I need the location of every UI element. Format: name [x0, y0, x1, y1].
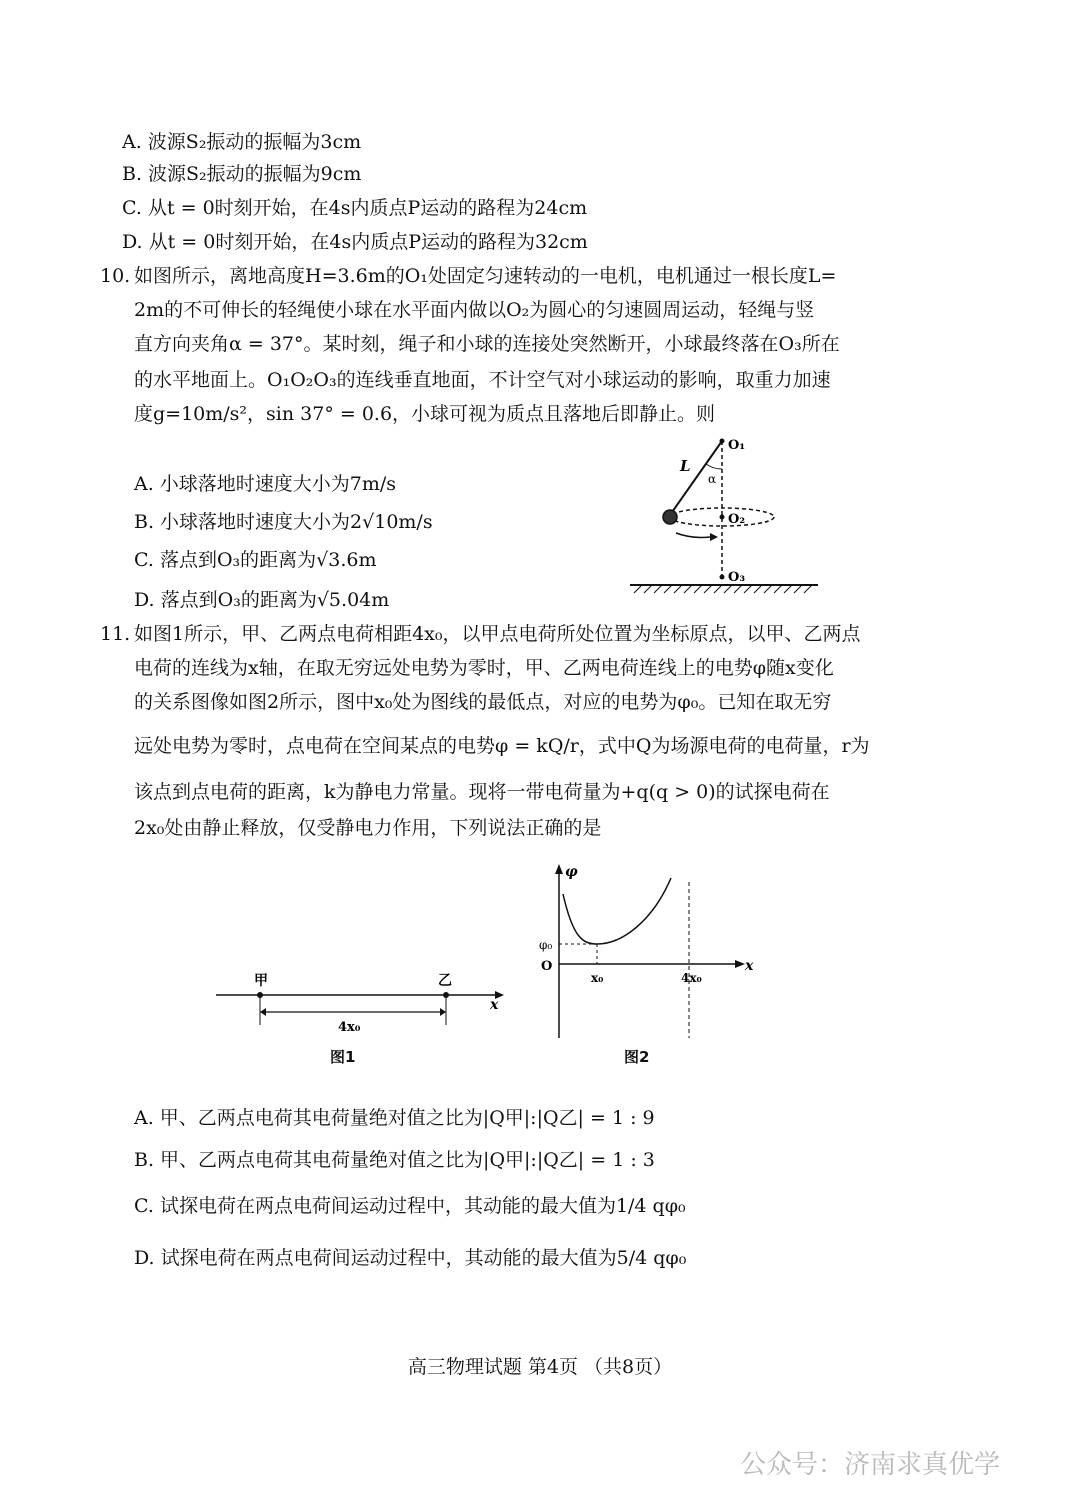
q9-option-c: C. 从t = 0时刻开始，在4s内质点P运动的路程为24cm — [122, 197, 588, 219]
q11-figure-2 — [525, 858, 765, 1043]
q11-stem-line-1: 如图1所示，甲、乙两点电荷相距4x₀，以甲点电荷所处位置为坐标原点，以甲、乙两点 — [134, 623, 861, 645]
q10-number: 10. — [100, 265, 131, 287]
q11-stem-line-5: 该点到点电荷的距离，k为静电力常量。现将一带电荷量为+q(q > 0)的试探电荷在 — [134, 781, 830, 803]
fig2-4x0-label: 4x₀ — [681, 971, 702, 985]
q11-stem-line-6: 2x₀处由静止释放，仅受静电力作用，下列说法正确的是 — [134, 817, 602, 839]
q11-option-a: A. 甲、乙两点电荷其电荷量绝对值之比为|Q甲|:|Q乙| = 1 : 9 — [134, 1107, 655, 1129]
q11-figure-1 — [210, 965, 510, 1040]
q9-option-d: D. 从t = 0时刻开始，在4s内质点P运动的路程为32cm — [122, 231, 588, 253]
page-footer: 高三物理试题 第4页 （共8页） — [407, 1356, 673, 1378]
q10-option-c: C. 落点到O₃的距离为√3.6m — [134, 549, 377, 571]
label-alpha: α — [708, 472, 717, 486]
fig1-caption: 图1 — [330, 1048, 356, 1066]
q11-option-c: C. 试探电荷在两点电荷间运动过程中，其动能的最大值为1/4 qφ₀ — [134, 1195, 686, 1217]
q10-option-d: D. 落点到O₃的距离为√5.04m — [134, 589, 390, 611]
q11-option-b: B. 甲、乙两点电荷其电荷量绝对值之比为|Q甲|:|Q乙| = 1 : 3 — [134, 1149, 655, 1171]
fig2-phi0-label: φ₀ — [539, 938, 553, 952]
q11-option-d: D. 试探电荷在两点电荷间运动过程中，其动能的最大值为5/4 qφ₀ — [134, 1247, 687, 1269]
watermark: 公众号：济南求真优学 — [740, 1450, 1001, 1480]
label-o3: O₃ — [728, 570, 746, 585]
fig1-dist-label: 4x₀ — [338, 1020, 361, 1035]
fig1-label-yi: 乙 — [438, 973, 452, 989]
q11-number: 11. — [100, 623, 131, 645]
q11-stem-line-4: 远处电势为零时，点电荷在空间某点的电势φ = kQ/r，式中Q为场源电荷的电荷量，r为 — [134, 735, 870, 757]
q10-option-a: A. 小球落地时速度大小为7m/s — [134, 473, 397, 495]
fig1-label-jia: 甲 — [254, 973, 268, 989]
q10-stem-line-5: 度g=10m/s²，sin 37° = 0.6，小球可视为质点且落地后即静止。则 — [134, 403, 716, 425]
q10-stem-line-3: 直方向夹角α = 37°。某时刻，绳子和小球的连接处突然断开，小球最终落在O₃所在 — [134, 333, 840, 355]
q11-stem-line-2: 电荷的连线为x轴，在取无穷远处电势为零时，甲、乙两电荷连线上的电势φ随x变化 — [134, 657, 834, 679]
q9-option-a: A. 波源S₂振动的振幅为3cm — [122, 131, 362, 153]
fig2-x0-label: x₀ — [591, 971, 604, 985]
label-o1: O₁ — [728, 438, 746, 453]
fig2-caption: 图2 — [624, 1048, 650, 1066]
fig2-origin-label: O — [541, 959, 553, 974]
q10-stem-line-4: 的水平地面上。O₁O₂O₃的连线垂直地面，不计空气对小球运动的影响，取重力加速 — [134, 369, 831, 391]
fig2-x-label: x — [745, 958, 754, 974]
q10-stem-line-2: 2m的不可伸长的轻绳使小球在水平面内做以O₂为圆心的匀速圆周运动，轻绳与竖 — [134, 299, 815, 321]
q9-option-b: B. 波源S₂振动的振幅为9cm — [122, 163, 362, 185]
fig1-x-label: x — [490, 997, 499, 1013]
q11-stem-line-3: 的关系图像如图2所示，图中x₀处为图线的最低点，对应的电势为φ₀。已知在取无穷 — [134, 691, 832, 713]
q10-pendulum-figure — [620, 425, 830, 600]
q10-stem-line-1: 如图所示，离地高度H=3.6m的O₁处固定匀速转动的一电机，电机通过一根长度L= — [134, 265, 837, 287]
q10-option-b: B. 小球落地时速度大小为2√10m/s — [134, 511, 433, 533]
label-o2: O₂ — [728, 512, 746, 527]
fig2-phi-label: φ — [565, 864, 578, 880]
label-L: L — [680, 457, 691, 475]
